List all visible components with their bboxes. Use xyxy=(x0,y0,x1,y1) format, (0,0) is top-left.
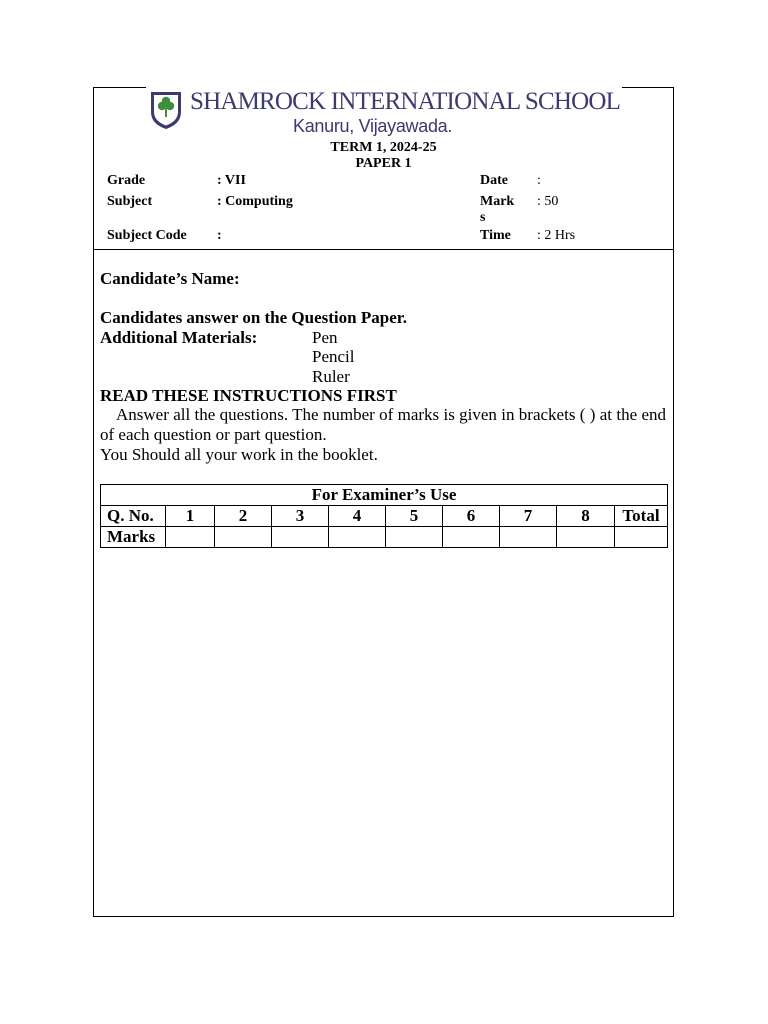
material-item: Pen xyxy=(312,328,338,347)
subject-code-label: Subject Code xyxy=(107,228,187,243)
grade-label: Grade xyxy=(107,173,146,188)
instruction-marks: Answer all the questions. The number of marks is given in brackets ( ) at the end of each question or part question. xyxy=(100,405,666,444)
examiner-table-title: For Examiner’s Use xyxy=(101,485,668,506)
question-number-cell: 8 xyxy=(557,506,615,527)
question-number-cell: 5 xyxy=(386,506,443,527)
table-row xyxy=(101,527,668,548)
school-name: SHAMROCK INTERNATIONAL SCHOOL xyxy=(190,88,621,115)
marks-cell[interactable] xyxy=(500,527,557,548)
time-label: Time xyxy=(480,228,511,243)
header-divider xyxy=(93,249,674,250)
question-number-cell: 2 xyxy=(215,506,272,527)
question-number-cell: 1 xyxy=(166,506,215,527)
total-header: Total xyxy=(615,506,668,527)
marks-value: : 50 xyxy=(537,194,559,209)
marks-cell[interactable] xyxy=(272,527,329,548)
instruction-booklet: You Should all your work in the booklet. xyxy=(100,445,378,464)
table-row xyxy=(101,506,668,527)
school-location: Kanuru, Vijayawada. xyxy=(293,116,453,136)
total-marks-cell[interactable] xyxy=(615,527,668,548)
grade-value: : VII xyxy=(217,173,246,188)
question-number-cell: 6 xyxy=(443,506,500,527)
marks-label-wrap: s xyxy=(480,210,486,225)
time-value: : 2 Hrs xyxy=(537,228,576,243)
date-label: Date xyxy=(480,173,508,188)
shamrock-crest-icon xyxy=(149,90,183,130)
marks-cell[interactable] xyxy=(386,527,443,548)
term-title: TERM 1, 2024-25 xyxy=(330,140,437,155)
marks-cell[interactable] xyxy=(166,527,215,548)
marks-row-header: Marks xyxy=(101,527,166,548)
date-value: : xyxy=(537,173,541,188)
marks-label: Mark xyxy=(480,194,515,209)
instructions-text xyxy=(100,405,666,465)
material-item: Ruler xyxy=(312,367,350,386)
marks-cell[interactable] xyxy=(329,527,386,548)
answer-note: Candidates answer on the Question Paper. xyxy=(100,308,407,327)
question-number-cell: 3 xyxy=(272,506,329,527)
qno-header: Q. No. xyxy=(101,506,166,527)
marks-cell[interactable] xyxy=(557,527,615,548)
candidate-name-label: Candidate’s Name: xyxy=(100,269,240,288)
material-item: Pencil xyxy=(312,347,355,366)
subject-value: : Computing xyxy=(217,194,293,209)
examiner-table xyxy=(100,484,668,548)
question-number-cell: 4 xyxy=(329,506,386,527)
instructions-heading: READ THESE INSTRUCTIONS FIRST xyxy=(100,386,397,405)
subject-code-value: : xyxy=(217,228,222,243)
subject-label: Subject xyxy=(107,194,153,209)
marks-cell[interactable] xyxy=(215,527,272,548)
question-number-cell: 7 xyxy=(500,506,557,527)
paper-title: PAPER 1 xyxy=(355,156,412,171)
materials-label: Additional Materials: xyxy=(100,328,258,347)
marks-cell[interactable] xyxy=(443,527,500,548)
